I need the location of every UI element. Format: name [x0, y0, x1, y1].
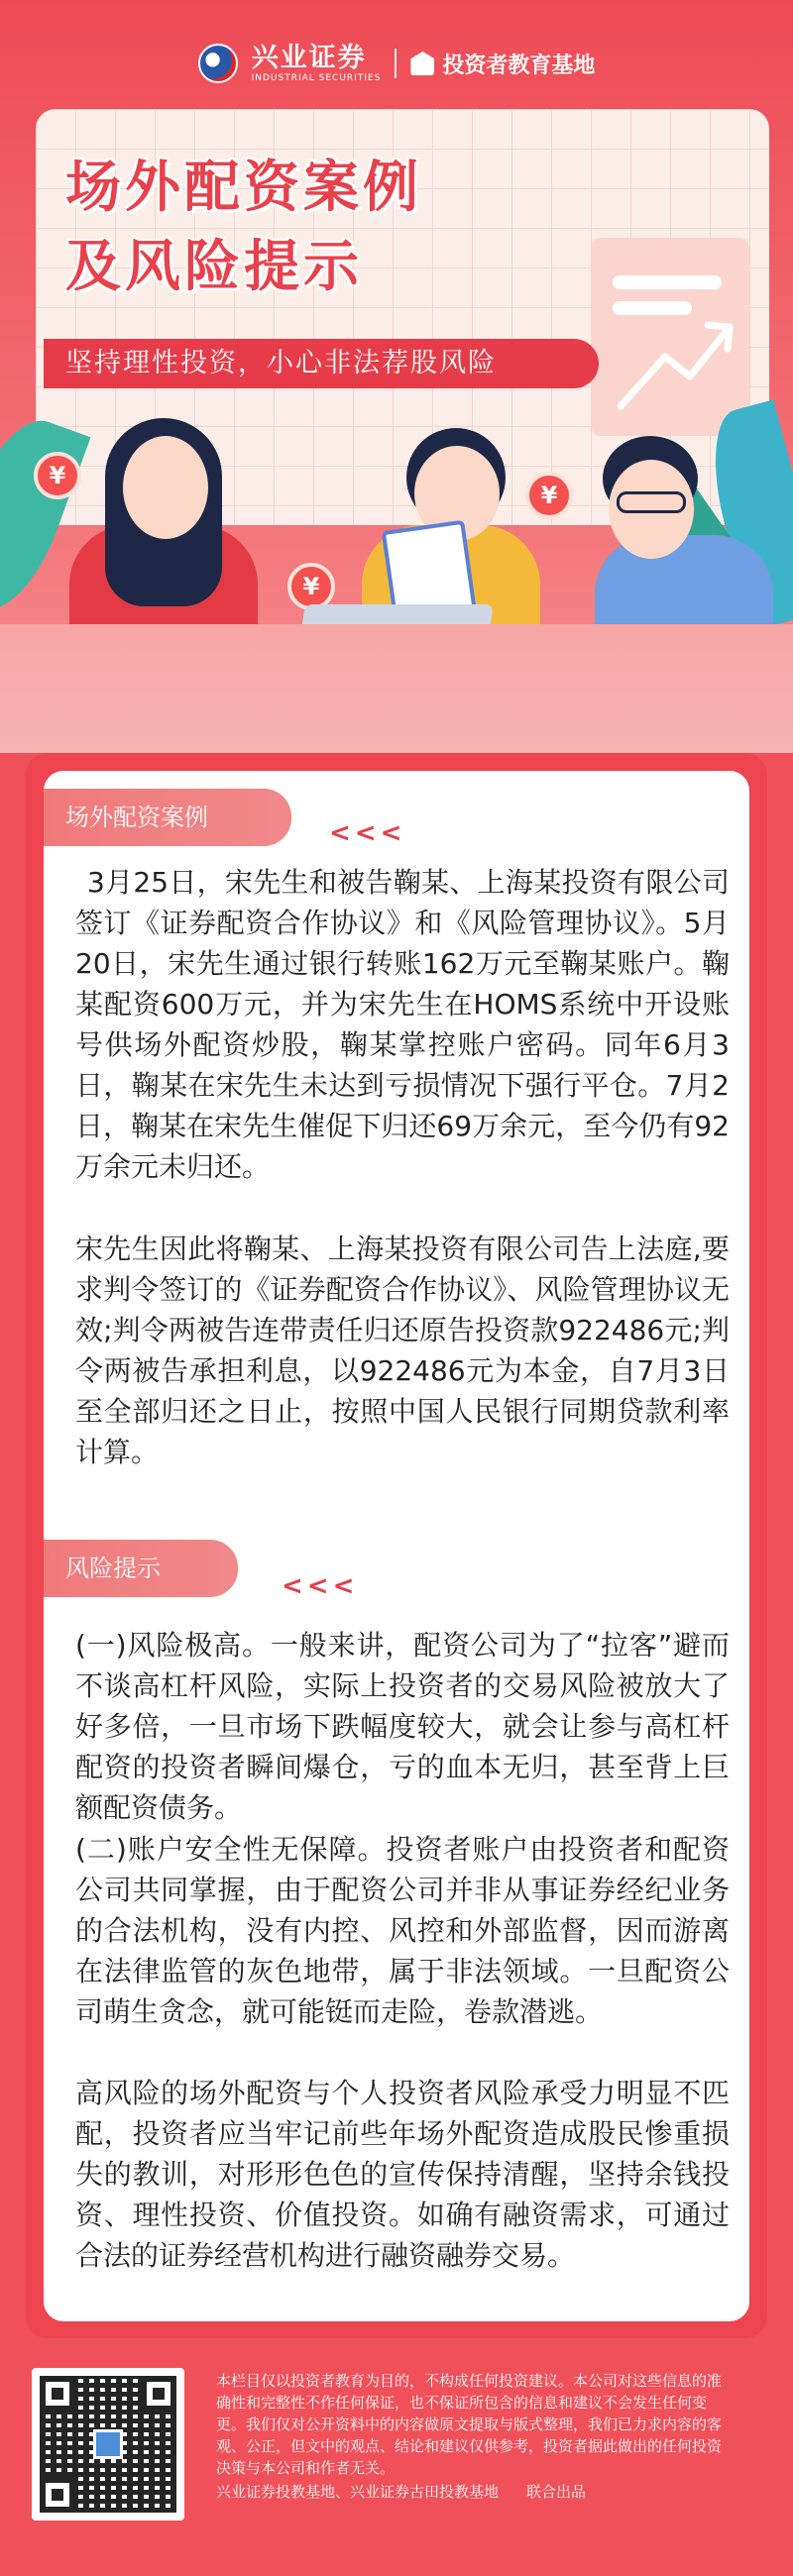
risk-arrows-icon: <<< — [282, 1571, 359, 1601]
case-section-tag: 场外配资案例 — [44, 789, 291, 846]
title-line-2: 及风险提示 — [65, 235, 363, 299]
qr-code[interactable] — [32, 2368, 184, 2521]
risk-paragraph-2: (二)账户安全性无保障。投资者账户由投资者和配资公司共同掌握，由于配资公司并非从事证券经纪业务的合法机构，没有内控、风控和外部监督，因而游离在法律监管的灰色地带，属于非法领域。一旦配资公司萌生贪念，就可能铤而走险，卷款潜逃。 — [75, 1833, 730, 2028]
qr-finder-icon — [40, 2477, 75, 2513]
glasses-icon — [617, 491, 686, 513]
footer-orgs — [216, 2481, 732, 2503]
risk-section-tag: 风险提示 — [44, 1540, 238, 1597]
yuan-coin-icon: ¥ — [34, 452, 81, 499]
case-arrows-icon: <<< — [329, 818, 406, 848]
brand-name-en: INDUSTRIAL SECURITIES — [251, 72, 382, 83]
brand-logo-icon — [198, 44, 238, 83]
yuan-coin-icon: ¥ — [525, 472, 573, 519]
qr-center-logo-icon — [93, 2429, 123, 2459]
logo-divider — [395, 49, 396, 78]
disclaimer-text: 本栏目仅以投资者教育为目的，不构成任何投资建议。本公司对这些信息的准确性和完整性不作任何保证，也不保证所包含的信息和建议不会发生任何变更。我们仅对公开资料中的内容做原文提取与版式整理，我们已力求内容的客观、公正，但文中的观点、结论和建议仅供参考，投资者据此做出的任何投资决策与本公司和作者无关。 — [216, 2372, 723, 2477]
footer-disclaimer — [216, 2370, 732, 2503]
footer-org-names: 兴业证券投教基地、兴业证券古田投教基地 — [216, 2483, 500, 2501]
case-paragraph-2: 宋先生因此将鞠某、上海某投资有限公司告上法庭,要求判令签订的《证券配资合作协议》、风险管理协议无效;判令两被告连带责任归还原告投资款922486元;判令两被告承担利息，以922486元为本金，自7月3日至全部归还之日止，按照中国人民银行同期贷款利率计算。 — [75, 1233, 730, 1468]
brand-name-cn: 兴业证券 — [251, 42, 367, 73]
page-title — [65, 149, 422, 307]
desk-illustration — [0, 624, 793, 753]
qr-finder-icon — [141, 2376, 176, 2412]
title-line-1: 场外配资案例 — [65, 156, 422, 220]
footer-publish-label: 联合出品 — [526, 2483, 587, 2501]
case-paragraph-1: 3月25日，宋先生和被告鞠某、上海某投资有限公司签订《证券配资合作协议》和《风险管理协议》。5月20日，宋先生通过银行转账162万元至鞠某账户。鞠某配资600万元，并为宋先生在HOMS系统中开设账号供场外配资炒股，鞠某掌控账户密码。同年6月3日，鞠某在宋先生未达到亏损情况下强行平仓。7月2日，鞠某在宋先生催促下归还69万余元，至今仍有92万余元未归还。 — [75, 866, 730, 1183]
page-subtitle: 坚持理性投资，小心非法荐股风险 — [44, 339, 599, 388]
edu-base-label — [410, 49, 595, 79]
logo-bar — [0, 36, 793, 91]
risk-paragraph-1: (一)风险极高。一般来讲，配资公司为了“拉客”避而不谈高杠杆风险，实际上投资者的交易风险被放大了好多倍，一旦市场下跌幅度较大，就会让参与高杠杆配资的投资者瞬间爆仓，亏的血本无归，甚至背上巨额配资债务。 — [75, 1629, 730, 1824]
yuan-coin-icon: ¥ — [287, 563, 335, 610]
risk-paragraph-3: 高风险的场外配资与个人投资者风险承受力明显不匹配，投资者应当牢记前些年场外配资造成股民惨重损失的教训，对形形色色的宣传保持清醒，坚持余钱投资、理性投资、价值投资。如确有融资需求，可通过合法的证券经营机构进行融资融券交易。 — [75, 2077, 730, 2272]
house-icon — [410, 52, 434, 75]
qr-code-pattern — [40, 2376, 176, 2513]
header-banner — [0, 0, 793, 753]
illustration-scene — [0, 376, 793, 753]
qr-finder-icon — [40, 2376, 75, 2412]
edu-base-text: 投资者教育基地 — [442, 53, 596, 78]
brand-logo-text — [251, 42, 382, 83]
person-left-face — [123, 436, 208, 539]
